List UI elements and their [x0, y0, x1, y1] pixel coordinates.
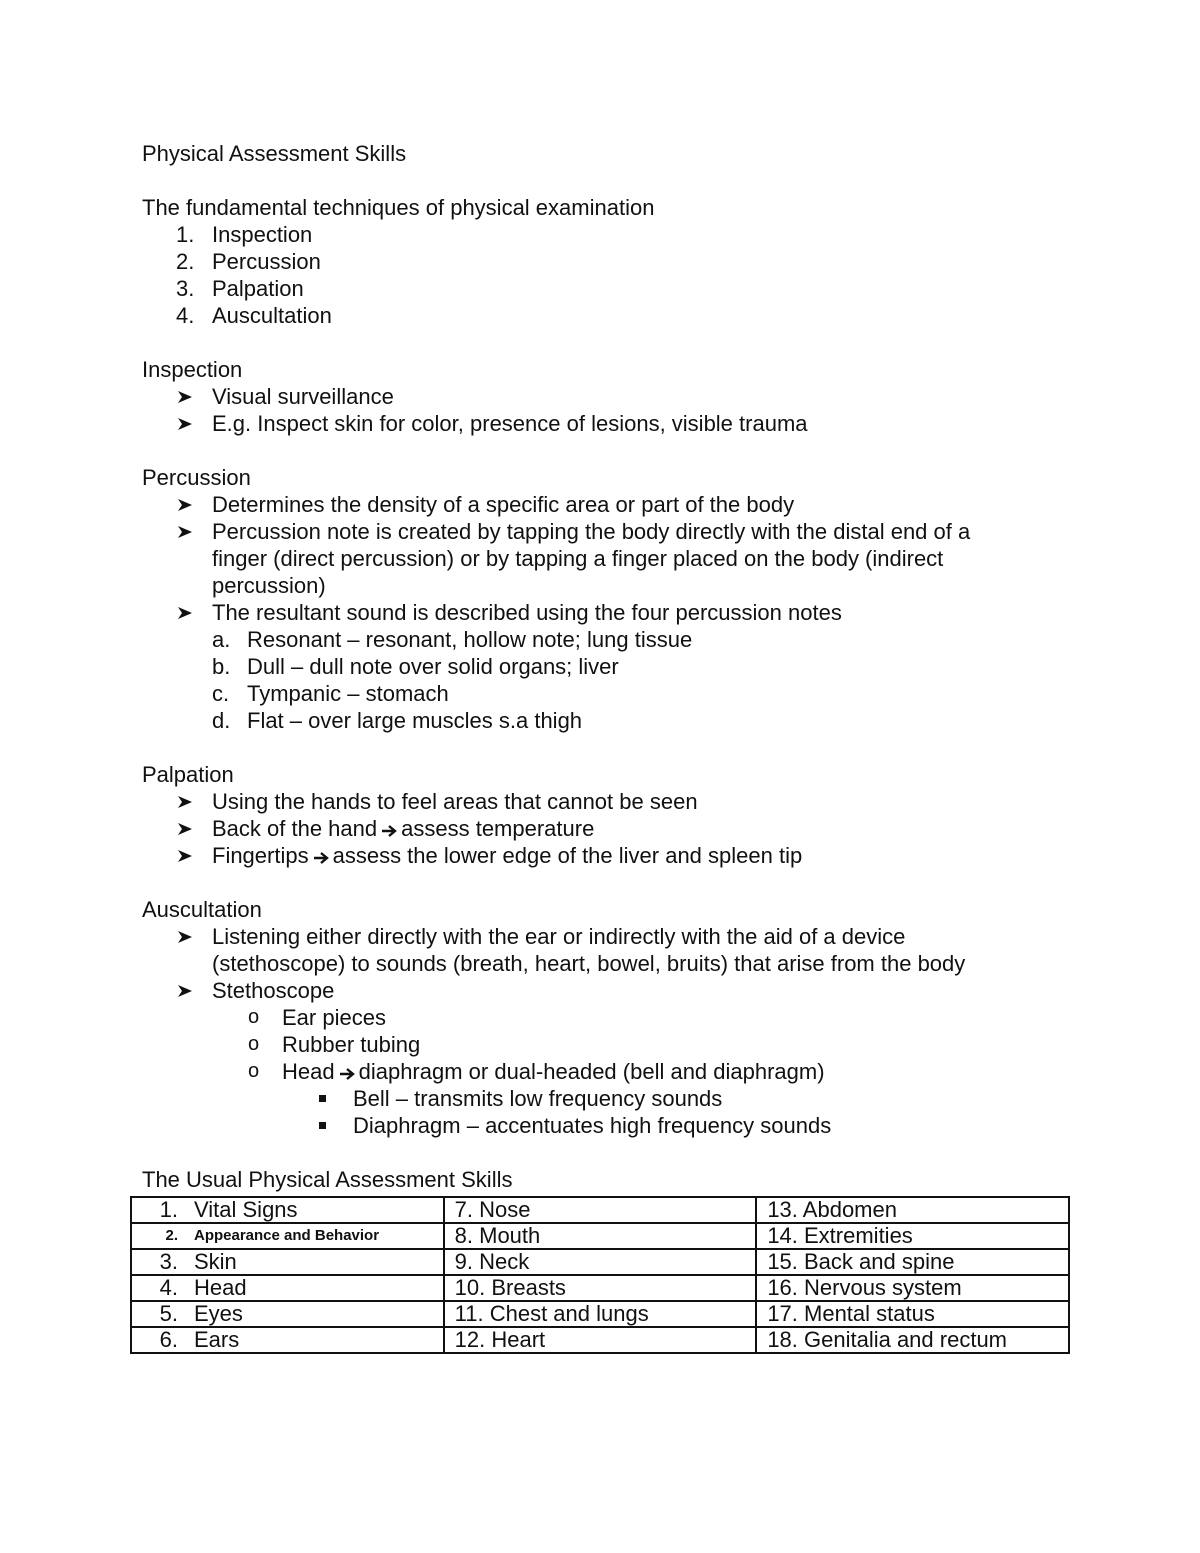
- circle-bullet-icon: o: [248, 1033, 260, 1055]
- table-cell: 8. Mouth: [444, 1223, 757, 1249]
- inspection-heading: Inspection: [142, 357, 243, 382]
- table-row: [131, 1223, 1069, 1249]
- table-cell: 6. Ears: [131, 1327, 444, 1353]
- palpation-bullet: Back of the hand assess temperature: [142, 815, 1082, 842]
- stethoscope-head-item: Diaphragm – accentuates high frequency sounds: [142, 1112, 1082, 1139]
- stethoscope-part: o Ear pieces: [248, 1005, 386, 1030]
- table-row: [131, 1249, 1069, 1275]
- percussion-note: a. Resonant – resonant, hollow note; lung tissue: [212, 627, 693, 652]
- usual-skills-table: [130, 1196, 1070, 1354]
- fundamentals-item: 3. Palpation: [176, 276, 304, 301]
- table-cell: 10. Breasts: [444, 1275, 757, 1301]
- percussion-note: c. Tympanic – stomach: [212, 681, 449, 706]
- table-cell: 15. Back and spine: [756, 1249, 1069, 1275]
- percussion-bullet: Determines the density of a specific area or part of the body: [142, 491, 1082, 518]
- percussion-bullet: Percussion note is created by tapping the body directly with the distal end of a: [142, 518, 1082, 545]
- usual-skills-heading: The Usual Physical Assessment Skills: [142, 1167, 513, 1192]
- right-arrow-icon: [313, 844, 329, 871]
- table-row: [131, 1275, 1069, 1301]
- table-cell: 5. Eyes: [131, 1301, 444, 1327]
- table-cell: 12. Heart: [444, 1327, 757, 1353]
- table-cell: 4. Head: [131, 1275, 444, 1301]
- auscultation-bullet: Listening either directly with the ear or indirectly with the aid of a device: [142, 923, 1082, 950]
- table-cell: 9. Neck: [444, 1249, 757, 1275]
- inspection-bullet: Visual surveillance: [142, 383, 1082, 410]
- document-title: Physical Assessment Skills: [142, 141, 407, 166]
- stethoscope-part: o Head diaphragm or dual-headed (bell and diaphragm): [142, 1058, 1082, 1085]
- palpation-bullet: Using the hands to feel areas that cannot be seen: [142, 788, 1082, 815]
- table-cell: 7. Nose: [444, 1197, 757, 1223]
- right-arrow-icon: [381, 817, 397, 844]
- right-arrow-icon: [339, 1060, 355, 1087]
- fundamentals-item: 4. Auscultation: [176, 303, 332, 328]
- document-page: [142, 140, 1082, 1193]
- table-cell: 13. Abdomen: [756, 1197, 1069, 1223]
- auscultation-bullet: Stethoscope: [142, 977, 1082, 1004]
- percussion-bullet-continued: percussion): [212, 573, 326, 598]
- circle-bullet-icon: o: [248, 1006, 260, 1028]
- fundamentals-item: 1. Inspection: [176, 222, 313, 247]
- percussion-note: b. Dull – dull note over solid organs; liver: [212, 654, 619, 679]
- table-cell: 18. Genitalia and rectum: [756, 1327, 1069, 1353]
- inspection-bullet: E.g. Inspect skin for color, presence of lesions, visible trauma: [142, 410, 1082, 437]
- table-cell: 1. Vital Signs: [131, 1197, 444, 1223]
- table-cell: 17. Mental status: [756, 1301, 1069, 1327]
- percussion-bullet-continued: finger (direct percussion) or by tapping a finger placed on the body (indirect: [212, 546, 944, 571]
- fundamentals-item: 2. Percussion: [176, 249, 321, 274]
- square-bullet-icon: [319, 1122, 326, 1129]
- table-row: [131, 1197, 1069, 1223]
- percussion-heading: Percussion: [142, 465, 251, 490]
- table-cell: 3. Skin: [131, 1249, 444, 1275]
- palpation-bullet: Fingertips assess the lower edge of the liver and spleen tip: [142, 842, 1082, 869]
- table-cell: 11. Chest and lungs: [444, 1301, 757, 1327]
- percussion-note: d. Flat – over large muscles s.a thigh: [212, 708, 583, 733]
- table-cell: 2. Appearance and Behavior: [131, 1223, 444, 1249]
- fundamentals-heading: The fundamental techniques of physical examination: [142, 195, 655, 220]
- table-row: [131, 1301, 1069, 1327]
- auscultation-bullet-continued: (stethoscope) to sounds (breath, heart, bowel, bruits) that arise from the body: [212, 951, 966, 976]
- table-cell: 14. Extremities: [756, 1223, 1069, 1249]
- table-cell: 16. Nervous system: [756, 1275, 1069, 1301]
- circle-bullet-icon: o: [248, 1060, 260, 1082]
- percussion-bullet: The resultant sound is described using the four percussion notes: [142, 599, 1082, 626]
- stethoscope-head-item: Bell – transmits low frequency sounds: [142, 1085, 1082, 1112]
- square-bullet-icon: [319, 1095, 326, 1102]
- table-row: [131, 1327, 1069, 1353]
- auscultation-heading: Auscultation: [142, 897, 262, 922]
- stethoscope-part: o Rubber tubing: [248, 1032, 421, 1057]
- palpation-heading: Palpation: [142, 762, 234, 787]
